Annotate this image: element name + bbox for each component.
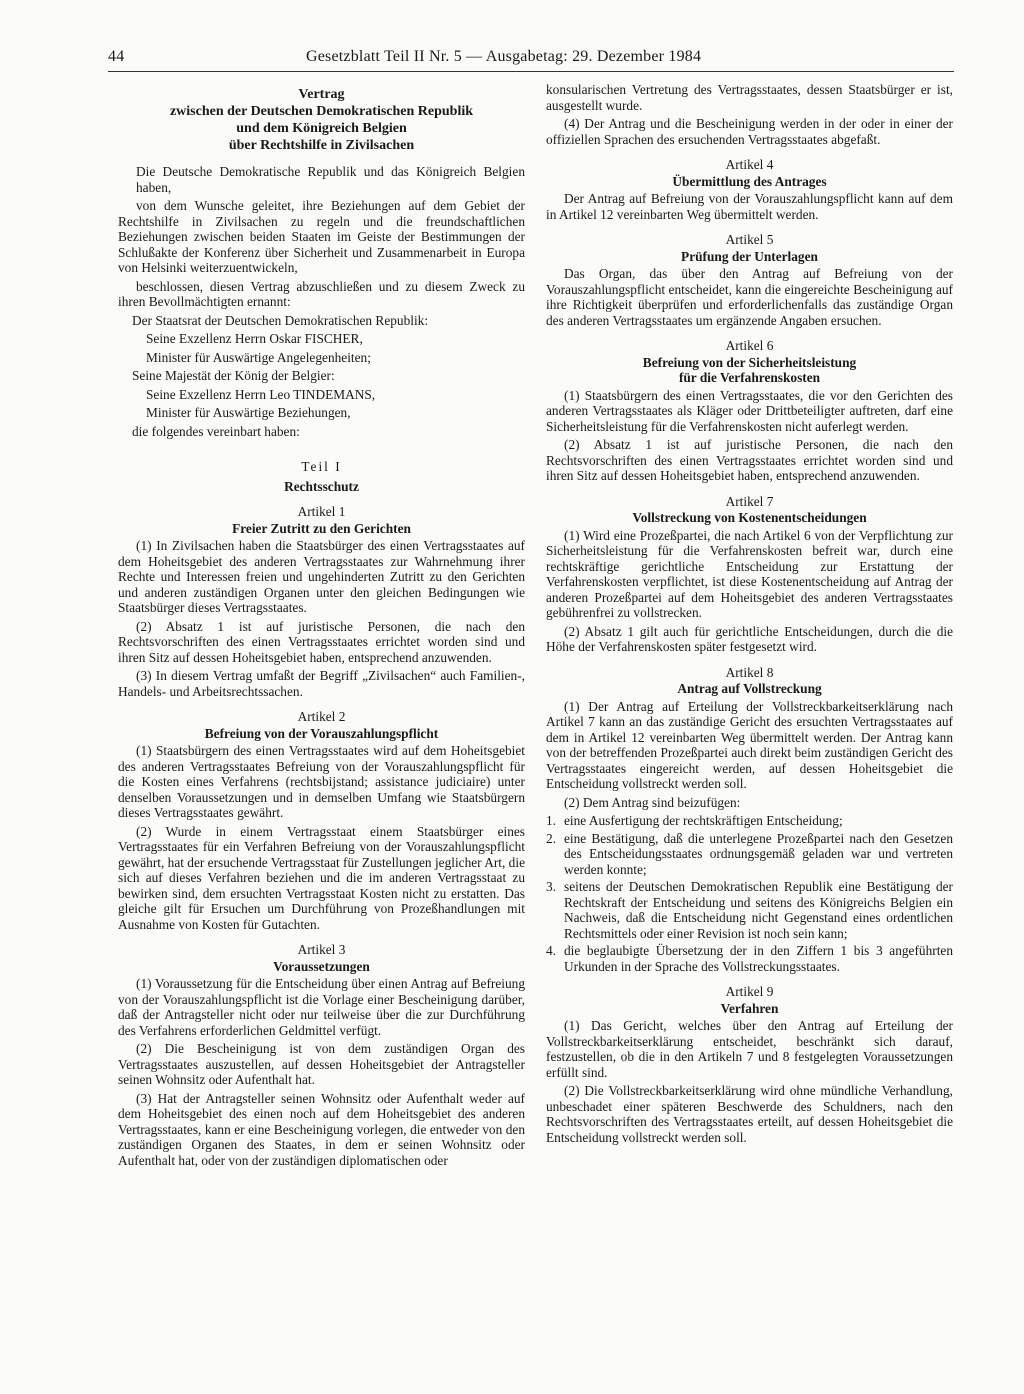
- article-label: Artikel 3: [297, 942, 346, 957]
- list-number: 2.: [546, 830, 557, 846]
- article-para: (1) Der Antrag auf Erteilung der Vollstreckbarkeitserklärung nach Artikel 7 kann an das zuständige Gericht des ersuchten Vertragsstaates auf dem in Artikel 12 vereinbarten Weg übermittelt werden. Der Antrag kann von der betreffenden Prozeßpartei auch direkt beim zuständigen Gericht des Vertragsstaates eingereicht werden, auf dessen Hoheitsgebiet die Entscheidung vollstreckt werden soll.: [546, 698, 953, 791]
- article-para: (4) Der Antrag und die Bescheinigung werden in der oder in einer der offiziellen Sprachen des ersuchenden Vertragsstaates abgefaßt.: [546, 116, 953, 147]
- plenipotentiary-title: Minister für Auswärtige Beziehungen,: [146, 405, 351, 420]
- article-label: Artikel 9: [725, 984, 774, 999]
- article-para: (2) Absatz 1 ist auf juristische Personen, die nach den Rechtsvorschriften des einen Vertragsstaates errichtet worden sind und ihren Sitz auf dessen Hoheitsgebiet haben, entsprechend anzuwenden.: [118, 618, 525, 665]
- header-rule: [108, 71, 954, 72]
- article-label: Artikel 5: [725, 232, 774, 247]
- article-heading: Antrag auf Vollstreckung: [677, 681, 822, 696]
- preamble-para: Die Deutsche Demokratische Republik und das Königreich Belgien haben,: [136, 164, 525, 195]
- article-para: (2) Absatz 1 ist auf juristische Personen, die nach den Rechtsvorschriften des einen Vertragsstaates errichtet worden sind und ihren Sitz auf dessen Hoheitsgebiet haben, entsprechend anzuwenden.: [546, 437, 953, 483]
- article-label: Artikel 1: [297, 504, 346, 519]
- article-label: Artikel 4: [725, 157, 774, 172]
- title-line: und dem Königreich Belgien: [236, 121, 407, 136]
- article-para: Das Organ, das über den Antrag auf Befreiung von der Vorauszahlungspflicht entscheidet, kann die eingereichte Bescheinigung auf ihre Richtigkeit überprüfen und erforderlichenfalls das zuständige Organ des anderen Vertragsstaates um ergänzende Angaben ersuchen.: [546, 266, 953, 328]
- article-para: Der Antrag auf Befreiung von der Vorauszahlungspflicht kann auf dem in Artikel 12 vereinbarten Weg übermittelt werden.: [546, 191, 953, 222]
- article-heading: Freier Zutritt zu den Gerichten: [232, 520, 411, 536]
- article-para: (1) Wird eine Prozeßpartei, die nach Artikel 6 von der Verpflichtung zur Sicherheitsleistung für die Verfahrenskosten befreit war, durch eine rechtskräftige gerichtliche Entscheidung zur Erstattung der Verfahrenskosten verpflichtet, ist diese Kostenentscheidung auf Antrag der anderen Prozeßpartei auf dem Hoheitsgebiet des anderen Vertragsstaates gebührenfrei zu vollstrecken.: [546, 527, 953, 620]
- article-label: Artikel 7: [725, 493, 774, 509]
- plenipotentiary-title: Minister für Auswärtige Angelegenheiten;: [146, 349, 371, 365]
- article-heading: Verfahren: [720, 1000, 779, 1016]
- list-item: [546, 943, 953, 974]
- list-item: [546, 813, 953, 829]
- treaty-title: [118, 86, 525, 154]
- article-label: Artikel 8: [725, 664, 774, 680]
- article-para: (1) Staatsbürgern des einen Vertragsstaates wird auf dem Hoheitsgebiet des anderen Vertragsstaates Befreiung von der Vorauszahlungspflicht für die Kosten eines Verfahrens (rechtsbijstand; assistance judiciaire) unter denselben Voraussetzungen und in demselben Umfang wie Staatsbürgern dieses Vertragsstaates gewährt.: [118, 743, 525, 820]
- article-para: (3) In diesem Vertrag umfaßt der Begriff „Zivilsachen“ auch Familien-, Handels- und Arbeitsrechtssachen.: [118, 668, 525, 699]
- list-number: 1.: [546, 813, 557, 828]
- article-heading: Übermittlung des Antrages: [672, 173, 827, 189]
- right-column: [546, 82, 953, 1148]
- list-number: 4.: [546, 943, 557, 958]
- preamble-para: Der Staatsrat der Deutschen Demokratischen Republik:: [132, 312, 429, 328]
- list-item: [546, 879, 953, 941]
- list-text: eine Ausfertigung der rechtskräftigen Entscheidung;: [564, 813, 843, 828]
- list-item: [546, 831, 953, 878]
- article-para: (2) Wurde in einem Vertragsstaat einem Staatsbürger eines Vertragsstaates für ein Verfahren Befreiung von der Vorauszahlungspflicht gewährt, hat der ersuchende Vertragsstaat für Zustellungen jeglicher Art, die sich auf dieses Verfahren beziehen und die im anderen Vertragsstaat zu bewirken sind, dem ersuchten Vertragsstaat Kosten nicht zu erstatten. Das gleiche gilt für Ersuchen um Durchführung von Prozeßhandlungen mit Ausnahme von Kosten für Gutachten.: [118, 823, 525, 932]
- plenipotentiary: Seine Exzellenz Herrn Oskar FISCHER,: [146, 331, 363, 346]
- header-title: Gesetzblatt Teil II Nr. 5 — Ausgabetag: 29. Dezember 1984: [306, 48, 702, 65]
- preamble-para: beschlossen, diesen Vertrag abzuschließen und zu diesem Zweck zu ihren Bevollmächtigten ernannt:: [118, 278, 525, 309]
- list-intro: (2) Dem Antrag sind beizufügen:: [564, 794, 741, 810]
- title-line: Vertrag: [298, 87, 345, 102]
- article-para: (1) Staatsbürgern des einen Vertragsstaates, die vor den Gerichten des anderen Vertragsstaates als Kläger oder Drittbeteiligter auftreten, darf eine Sicherheitsleistung für die Verfahrenskosten nicht auferlegt werden.: [546, 387, 953, 434]
- preamble-para: die folgendes vereinbart haben:: [132, 423, 300, 439]
- article-para: (1) In Zivilsachen haben die Staatsbürger des einen Vertragsstaates auf dem Hoheitsgebiet des anderen Vertragsstaates zur Wahrnehmung ihrer Rechte und Interessen freien und ungehinderten Zutritt zu den Gerichten und anderen zuständigen Organen unter den gleichen Bedingungen wie Staatsbürger dieses Vertragsstaates.: [118, 538, 525, 615]
- article-para: (1) Das Gericht, welches über den Antrag auf Erteilung der Vollstreckbarkeitserklärung entscheidet, beschränkt sich darauf, festzustellen, ob die in den Artikeln 7 und 8 festgelegten Voraussetzungen erfüllt sind.: [546, 1018, 953, 1080]
- part-heading: Rechtsschutz: [284, 478, 359, 494]
- part-label: Teil I: [301, 459, 342, 474]
- article-heading: Prüfung der Unterlagen: [681, 248, 818, 264]
- title-line: zwischen der Deutschen Demokratischen Republik: [169, 104, 474, 119]
- article-para: (1) Voraussetzung für die Entscheidung über einen Antrag auf Befreiung von der Vorauszahlungspflicht ist die Vorlage einer Bescheinigung darüber, daß der Antragsteller nicht oder nur teilweise über die zur Durchführung des Verfahrens erforderlichen Geldmittel verfügt.: [118, 976, 525, 1038]
- left-column: [118, 82, 525, 1171]
- article-heading: Vollstreckung von Kostenentscheidungen: [632, 510, 867, 525]
- article-para: (2) Die Vollstreckbarkeitserklärung wird ohne mündliche Verhandlung, unbeschadet einer späteren Beschwerde des Schuldners, nach den Rechtsvorschriften des Vertragsstaates erteilt, auf dessen Hoheitsgebiet die Entscheidung vollstreckt werden soll.: [546, 1083, 953, 1145]
- article-para: (3) Hat der Antragsteller seinen Wohnsitz oder Aufenthalt weder auf dem Hoheitsgebiet des einen noch auf dem Hoheitsgebiet des anderen Vertragsstaates, kann er eine Bescheinigung vorlegen, die entweder von den zuständigen Organen des Staates, in dem er seinen Wohnsitz oder Aufenthalt hat, oder von der zuständigen diplomatischen oder: [118, 1090, 525, 1168]
- preamble-para: von dem Wunsche geleitet, ihre Beziehungen auf dem Gebiet der Rechtshilfe in Zivilsachen zu regeln und die freundschaftlichen Beziehungen zwischen beiden Staaten im Geiste der Bestimmungen der Schlußakte der Konferenz über Sicherheit und Zusammenarbeit in Europa von Helsinki weiterzuentwickeln,: [118, 198, 525, 275]
- article-heading: Voraussetzungen: [273, 958, 370, 974]
- title-line: über Rechtshilfe in Zivilsachen: [228, 138, 415, 153]
- heading-line: Befreiung von der Sicherheitsleistung: [642, 354, 857, 370]
- page-number: 44: [108, 48, 125, 65]
- article-label: Artikel 6: [725, 338, 774, 353]
- list-number: 3.: [546, 879, 557, 894]
- plenipotentiary: Seine Exzellenz Herrn Leo TINDEMANS,: [146, 386, 376, 402]
- article-para: (2) Absatz 1 gilt auch für gerichtliche Entscheidungen, durch die die Höhe der Verfahrenskosten später festgesetzt wird.: [546, 623, 953, 654]
- article-para: (2) Die Bescheinigung ist von dem zuständigen Organ des Vertragsstaates auszustellen, auf dessen Hoheitsgebiet der Antragsteller seinen Wohnsitz oder Aufenthalt hat.: [118, 1041, 525, 1087]
- heading-line: für die Verfahrenskosten: [678, 370, 821, 385]
- article-heading: Befreiung von der Vorauszahlungspflicht: [204, 725, 439, 741]
- preamble-para: Seine Majestät der König der Belgier:: [132, 368, 335, 383]
- article-heading: [546, 355, 953, 386]
- article-para: konsularischen Vertretung des Vertragsstaates, dessen Staatsbürger er ist, ausgestellt wurde.: [546, 82, 953, 113]
- page-header: [108, 45, 954, 69]
- list-text: seitens der Deutschen Demokratischen Republik eine Bestätigung der Rechtskraft der Entscheidung und seitens des Königreichs Belgien ein Nachweis, daß die Entscheidung nicht Gegenstand eines ordentlichen Rechtsmittels oder einer Revision ist noch sein kann;: [564, 879, 953, 941]
- article-label: Artikel 2: [297, 709, 346, 724]
- list-text: eine Bestätigung, daß die unterlegene Prozeßpartei nach den Gesetzen des Entscheidungsstaates ordnungsgemäß geladen war und vertreten werden konnte;: [564, 830, 953, 877]
- list-text: die beglaubigte Übersetzung der in den Ziffern 1 bis 3 angeführten Urkunden in der Sprache des Vollstreckungsstaates.: [564, 943, 953, 974]
